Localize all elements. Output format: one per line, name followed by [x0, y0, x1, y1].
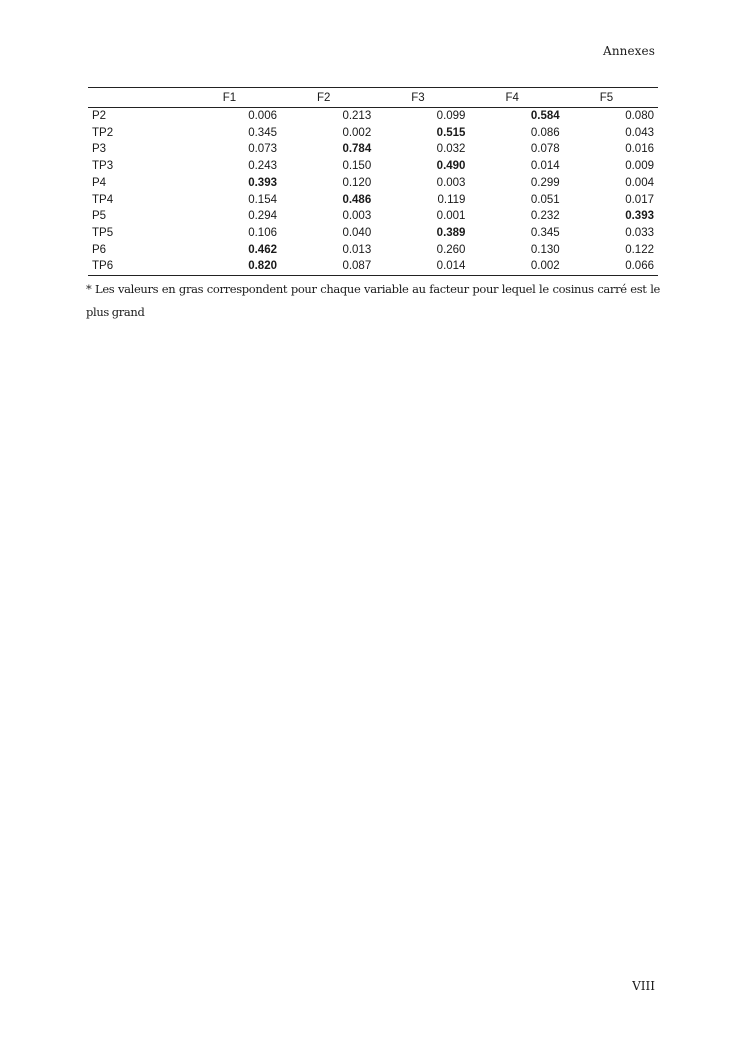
- squared-cosines-table: [88, 87, 658, 276]
- table-cell: 0.003: [436, 176, 466, 189]
- row-label: TP2: [92, 126, 114, 139]
- table-cell: 0.345: [530, 226, 560, 239]
- table-cell: 0.014: [436, 260, 466, 273]
- table-cell: 0.462: [248, 243, 277, 256]
- table-cell: 0.016: [625, 143, 654, 156]
- row-label: P3: [92, 143, 107, 156]
- column-header-f3: F3: [411, 91, 425, 104]
- row-label: P4: [92, 176, 107, 189]
- table-row: [88, 125, 658, 142]
- table-cell: 0.820: [248, 260, 277, 273]
- table-cell: 0.784: [342, 143, 372, 156]
- table-row: [88, 192, 658, 209]
- running-header: Annexes: [603, 44, 655, 58]
- table-cell: 0.080: [625, 110, 654, 122]
- table-cell: 0.490: [436, 160, 466, 173]
- table-cell: 0.122: [625, 243, 654, 256]
- row-label: TP5: [92, 226, 114, 239]
- table-row: [88, 258, 658, 275]
- table-cell: 0.389: [436, 226, 466, 239]
- table-cell: 0.515: [436, 126, 466, 139]
- table-cell: 0.120: [342, 176, 372, 189]
- row-label: P6: [92, 243, 107, 256]
- table-cell: 0.243: [248, 160, 277, 173]
- table-cell: 0.130: [530, 243, 560, 256]
- table-row: [88, 225, 658, 242]
- row-label: P5: [92, 210, 107, 223]
- table-cell: 0.013: [342, 243, 372, 256]
- table-cell: 0.099: [436, 110, 466, 122]
- table-cell: 0.086: [530, 126, 560, 139]
- column-header-f2: F2: [316, 91, 331, 104]
- table-row: [88, 208, 658, 225]
- table-cell: 0.001: [436, 210, 466, 223]
- table-cell: 0.078: [530, 143, 560, 156]
- table-cell: 0.260: [436, 243, 466, 256]
- column-header-f5: F5: [599, 91, 614, 104]
- table-footnote: * Les valeurs en gras correspondent pour chaque variable au facteur pour lequel le cosinus carré est le plus grand: [86, 282, 660, 319]
- row-label: TP6: [92, 260, 114, 273]
- table-cell: 0.584: [530, 110, 560, 122]
- table-row: [88, 158, 658, 175]
- table-cell: 0.002: [342, 126, 372, 139]
- table-cell: 0.009: [625, 160, 654, 173]
- table-corner-cell: [88, 88, 187, 108]
- table-header-row: [88, 88, 658, 108]
- table-cell: 0.294: [248, 210, 277, 223]
- table-cell: 0.040: [342, 226, 372, 239]
- table-cell: 0.154: [248, 193, 277, 206]
- table-cell: 0.066: [625, 260, 654, 273]
- column-header-f1: F1: [222, 91, 237, 104]
- table-row: [88, 175, 658, 192]
- table-cell: 0.213: [342, 110, 372, 122]
- table-cell: 0.032: [436, 143, 466, 156]
- table-cell: 0.150: [342, 160, 372, 173]
- table-row: [88, 242, 658, 259]
- table-cell: 0.232: [530, 210, 560, 223]
- table-cell: 0.043: [625, 126, 654, 139]
- page-number: VIII: [632, 979, 655, 993]
- table-cell: 0.002: [530, 260, 560, 273]
- table-cell: 0.345: [248, 126, 277, 139]
- row-label: P2: [92, 110, 107, 122]
- table-cell: 0.017: [625, 193, 654, 206]
- row-label: TP3: [92, 160, 114, 173]
- table-cell: 0.006: [248, 110, 277, 122]
- table-cell: 0.051: [530, 193, 560, 206]
- table-cell: 0.087: [342, 260, 372, 273]
- table-cell: 0.393: [625, 210, 654, 223]
- table-cell: 0.033: [625, 226, 654, 239]
- table-row: [88, 108, 658, 125]
- column-header-f4: F4: [505, 91, 519, 104]
- table-cell: 0.014: [530, 160, 560, 173]
- table-row: [88, 141, 658, 158]
- table-cell: 0.393: [248, 176, 277, 189]
- table-cell: 0.073: [248, 143, 277, 156]
- table-cell: 0.004: [625, 176, 654, 189]
- table-cell: 0.486: [342, 193, 372, 206]
- table-cell: 0.119: [437, 193, 466, 206]
- row-label: TP4: [92, 193, 114, 206]
- table-cell: 0.106: [248, 226, 277, 239]
- table-cell: 0.003: [342, 210, 372, 223]
- table-body: [88, 108, 658, 276]
- table-cell: 0.299: [530, 176, 560, 189]
